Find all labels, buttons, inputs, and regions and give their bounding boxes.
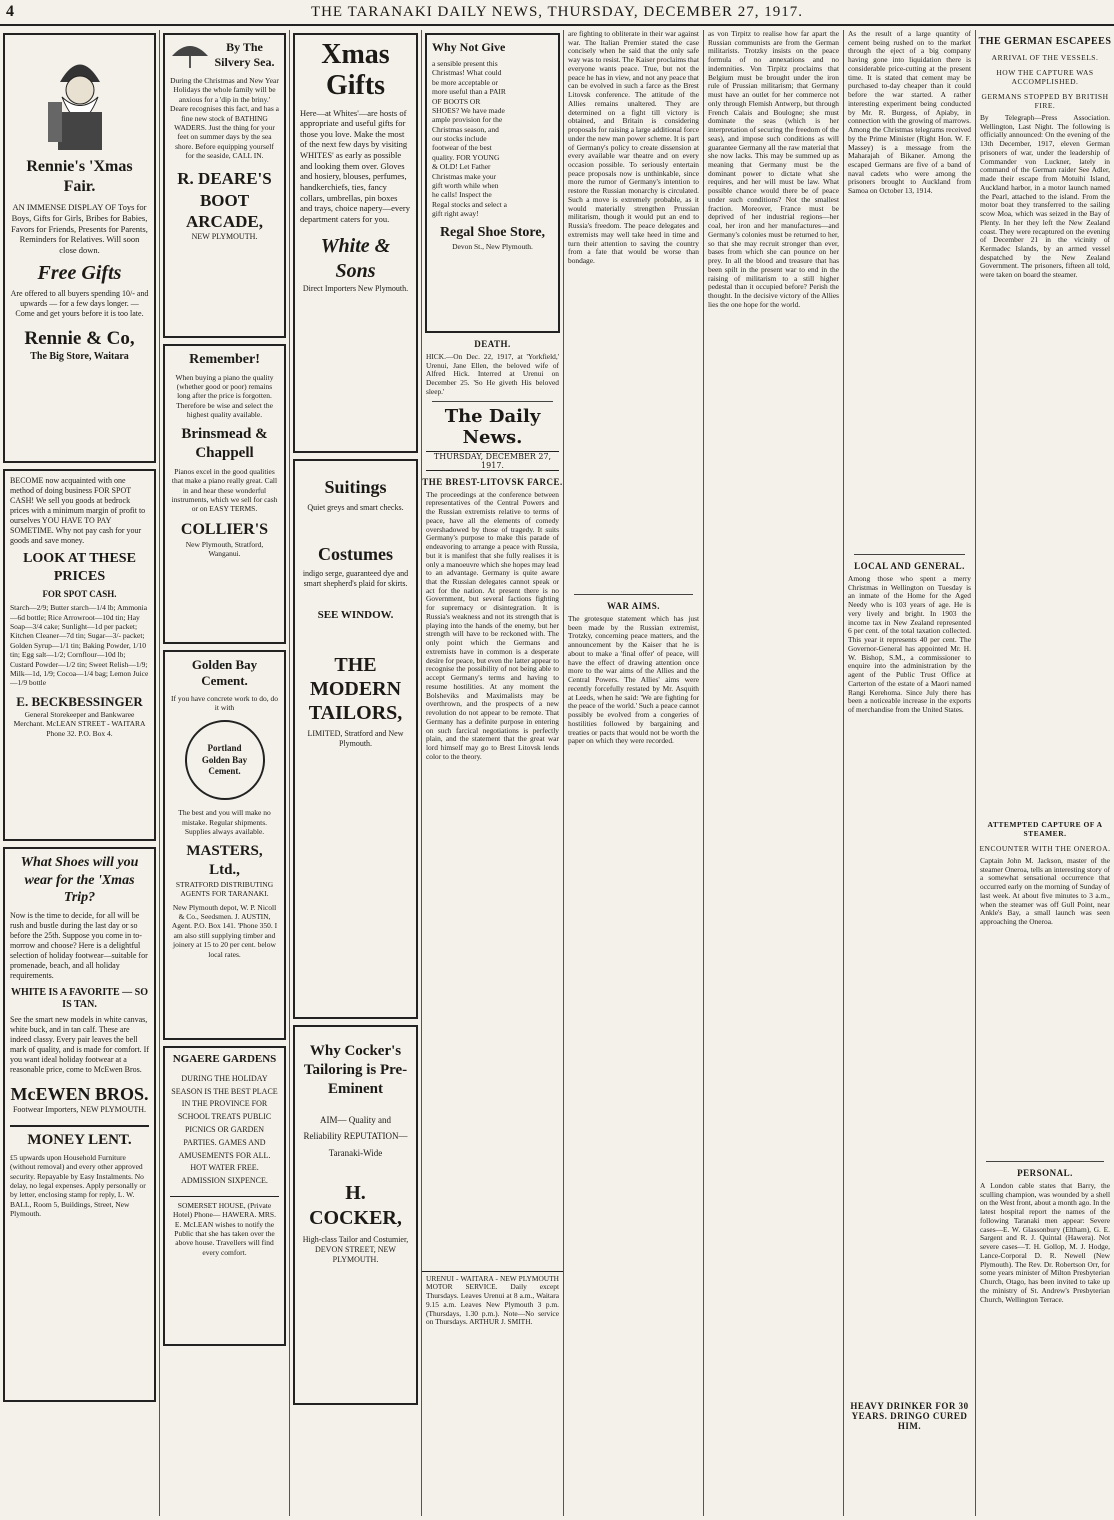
regal-name: Regal Shoe Store, — [439, 225, 546, 241]
column-3 — [290, 30, 422, 1516]
war-aims-body: The grotesque statement which has just been made by the Russian extremist, Trotzky, concerning peace matters, and the announcement by the Kaiser that he is about to make a 'final offer' of peace, will have the effect of drawing attention once more to the war aims of the Allies and the Central Powers. The Allies' aims were recently forcefully restated by Mr. Asquith at Leeds, when he said: 'We are fighting for the peace of the world.' Such a peace cannot possibly be evolved from a congeries of hostilities followed by bargaining and treaties or pacts that would not be worth the paper on which they were recorded. — [568, 615, 699, 746]
money-lent-text: £5 upwards upon Household Furniture (without removal) and every other approved security. Repayable by Easy Instalments. No delay, no legal expenses. Apply personally or by letter, enclosing stamp for reply, L. W. BALL, Room 5, Buildings, Street, New Plymouth. — [10, 1152, 146, 1218]
article-body: The proceedings at the conference between representatives of the Central Powers and the Russian extremists relative to terms of peace, have all the elements of comedy overshadowed by those of tragedy. It suits Germany's purpose to make this parade of endeavoring to arrange a peace with Russia, but it is manifest that she fully realises it is only a manoeuvre which she hopes may lead to an advantage. Germany is quite aware that the Russian delegates cannot speak or act for the nation. At present there is no Government, but several factions fighting for supremacy or disintegration. It is Russia's weakness and not its strength that is playing into the hands of the enemy, but her strength will have to be reckoned with. The only point which the Germans and extremists have in common is a desperate desire for peace, but even the latter appear to recognise the possibility of not being able to accept Germany's terms and having to resume hostilities. At any moment the Bolsheviks and Maximalists may be overthrown, and the prospects of a new revolution do not appear to be remote. That Germany has a definite purpose in entering on such farcical negotiations is perfectly plain, and the statement that the great war lord himself may go to Brest Litovsk lends color to the theory. — [426, 490, 559, 761]
masthead — [0, 0, 1114, 26]
masthead-title: THE TARANAKI DAILY NEWS, THURSDAY, DECEMBER 27, 1917. — [310, 3, 804, 20]
german-escapees-heading: THE GERMAN ESCAPEES — [978, 36, 1112, 47]
deare-sub: NEW PLYMOUTH. — [191, 232, 258, 242]
paper-date: THURSDAY, DECEMBER 27, 1917. — [426, 451, 559, 471]
colliers-ad — [163, 344, 286, 644]
suitings-text: Quiet greys and smart checks. — [307, 502, 404, 512]
regal-sub: Devon St., New Plymouth. — [452, 241, 533, 251]
suitings-heading: Suitings — [324, 477, 387, 497]
xmas-gifts-text: Here—at Whites'—are hosts of appropriate and useful gifts for those you love. Make the most of the next few days by visiting WHITES' as early as possible and looking them over. Gloves and hosiery, blouses, perfumes, handkerchiefs, ties, fancy collars, umbrellas, pin boxes and trays, choice napery—every department caters for you. — [300, 107, 410, 224]
rennie-ad — [3, 33, 156, 463]
remember-text: When buying a piano the quality (whether good or poor) remains long after the price is forgotten. Therefore be wise and select the highest quality available. — [175, 372, 274, 419]
golden-bay-text: If you have concrete work to do, do it with — [170, 693, 279, 712]
divider — [574, 594, 693, 595]
paper-nameplate: The Daily News. — [444, 405, 541, 448]
masters-agent: New Plymouth depot, W. P. Nicoll & Co., Seedsmen. J. AUSTIN, Agent. P.O. Box 141. 'Phone 350. I am also still supplying timber and joinery at 15 to 20 per cent. below local rates. — [171, 902, 278, 959]
ngaere-text: DURING THE HOLIDAY SEASON IS THE BEST PLACE IN THE PROVINCE FOR SCHOOL TREATS PUBLIC PICNICS OR GARDEN PARTIES. GAMES AND AMUSEMENTS FOR ALL. HOT WATER FREE. ADMISSION SIXPENCE. — [171, 1073, 278, 1186]
costumes-heading: Costumes — [318, 543, 393, 564]
cocker-text: AIM— Quality and Reliability REPUTATION— Taranaki-Wide — [303, 1115, 408, 1158]
look-title: LOOK AT THESE PRICES — [23, 551, 136, 584]
death-notice: HICK.—On Dec. 22, 1917, at 'Yorkfield,' Urenui, Jane Ellen, the beloved wife of Alfred Hick. Interred at Urenui on December 25. 'So He giveth His beloved sleep.' — [426, 353, 559, 396]
personal-heading: PERSONAL. — [1017, 1168, 1073, 1178]
regal-text: a sensible present this Christmas! What could be more acceptable or more useful than a PAIR OF BOOTS OR SHOES? We have made ample provision for the Christmas season, and our stocks include footwear of the best quality. FOR YOUNG & OLD! Let Father Christmas make your gift worth while when he calls! Inspect the Regal stocks and select a gift right away! — [432, 59, 507, 218]
cocker-sub: High-class Tailor and Costumier, DEVON STREET, NEW PLYMOUTH. — [302, 1234, 409, 1264]
modern-tailors-sub: LIMITED, Stratford and New Plymouth. — [307, 728, 404, 748]
white-favor-heading: WHITE IS A FAVORITE — SO IS TAN. — [11, 986, 148, 1010]
golden-bay-text2: The best and you will make no mistake. Regular shipments. Supplies always available. — [178, 808, 271, 836]
cocker-ad — [293, 1025, 418, 1405]
column-6-text: as von Tirpitz to realise how far apart the Russian communists are from the German militarists. Trotzky insists on the peace formula of no annexations and no indemnities. Von Tirpitz proclaims that Belgium must be brought under the iron rule of Prussian militarism; that Germany must have an outlet for her commerce not only through Flemish Antwerp, but through French Calais and Boulogne; she must dominate the seas (which is her interpretation of securing the freedom of the seas), and impose such conditions as will guarantee Germany all the raw material that she now lacks. This may be summed up as meaning that Germany must be the dominant power to dictate what she requires, and her will must be law. What possible chance would there be of peace under such conditions? Not the smallest fraction. Moreover, France must be deprived of her industrial regions—her coal, her iron and her manufactures—and Germany's colonies must be returned to her, so that she may recruit stronger than ever, bases from which she can pounce on her prey. In all the blood and treasure that has been spilt in the present war to end in the raising of militarism to a still higher pedestal than it occupied before? Perish the thought. In the decisive victory of the Allies lies the one hope for the world. — [708, 30, 839, 309]
mcewen-ad — [3, 847, 156, 1402]
subhead-arrival: ARRIVAL OF THE VESSELS. — [991, 53, 1099, 62]
modern-tailors-name: THE MODERN TAILORS, — [308, 653, 403, 724]
silvery-text: During the Christmas and New Year Holidays the whole family will be anxious for a 'dip in the briny.' Deare recognises this fact, and has a fine new stock of BATHING WADERS. Just the thing for your feet on summer days by the sea shore. Before equipping yourself for the seaside, CALL IN. — [170, 76, 279, 160]
death-heading: DEATH. — [474, 339, 511, 349]
colliers-name: COLLIER'S — [180, 520, 269, 538]
whites-ad — [293, 33, 418, 453]
santa-claus-icon — [40, 42, 120, 152]
umbrella-icon — [170, 40, 210, 70]
divider — [432, 401, 553, 402]
somerset-text: SOMERSET HOUSE, (Private Hotel) Phone— HAWERA. MRS. E. McLEAN wishes to notify the Public that she has taken over the above house. Travellers will find every comfort. — [170, 1196, 279, 1257]
ngaere-ad — [163, 1046, 286, 1346]
brinsmead-text: Pianos excel in the good qualities that make a piano really great. Call in and hear these wonderful instruments, which we sell for cash or on EASY TERMS. — [171, 466, 278, 514]
divider — [986, 1161, 1104, 1162]
mcewen-sub: Footwear Importers, NEW PLYMOUTH. — [12, 1105, 147, 1114]
local-general-body: Among those who spent a merry Christmas in Wellington on Tuesday is an inmate of the Home for the Aged Needy who is 103 years of age. He is very lively and bright. In 1903 the income tax in New Zealand represented 6 per cent. of the total taxation collected. This year it represents 40 per cent. The Governor-General has appointed Mr. H. W. Bishop, S.M., a commissioner to enquire into the administration by the agent of the Public Trust Office at Carterton of the estate of a Maori named Rangi Kerehoma. Since July there has been a noticeable increase in the exports of merchandise from the United States. — [848, 575, 971, 715]
personal-body: A London cable states that Barry, the sculling champion, was wounded by a shell on the West front, about a month ago. In the latest hospital report the names of the following Taranaki men appear: Severe cases—E. W. Glassonbury (Eltham), G. E. Sargent and R. J. Quintal (Hawera). Not severe cases—T. H. Gollop, M. J. Hodge, Lance-Corporal D. R. Newell (New Plymouth). The Rev. Dr. Robertson Orr, for some years minister of Milton Presbyterian Church, Otago, has been invited to take up the ministry of St. Andrew's Presbyterian Church, Wellington Terrace. — [980, 1182, 1111, 1304]
masters-name: MASTERS, Ltd., — [186, 843, 263, 879]
mcewen-name: McEWEN BROS. — [10, 1083, 149, 1104]
golden-bay-logo: Portland Golden Bay Cement. — [185, 720, 265, 800]
column-4 — [422, 30, 564, 1516]
cocker-name: H. COCKER, — [309, 1181, 402, 1229]
xmas-gifts-heading: Xmas Gifts — [321, 39, 390, 101]
brinsmead-heading: Brinsmead & Chappell — [181, 426, 268, 462]
money-lent-heading: MONEY LENT. — [10, 1125, 149, 1150]
rennie-co-name: Rennie & Co, — [24, 328, 135, 350]
becomes-text: BECOME now acquainted with one method of doing business FOR SPOT CASH! We sell you goods at bedrock prices with a minimum margin of profit to ourselves YOU HAVE TO PAY SOMETIME. Why not pay cash for your goods and save money. — [10, 476, 146, 545]
see-window: SEE WINDOW. — [317, 609, 394, 621]
spot-cash: FOR SPOT CASH. — [42, 589, 117, 599]
white-sons-name: White & Sons — [320, 235, 391, 283]
article-heading: THE BREST-LITOVSK FARCE. — [422, 476, 563, 487]
regal-title: Why Not Give — [432, 40, 506, 54]
encounter-heading: ENCOUNTER WITH THE ONEROA. — [979, 844, 1111, 853]
modern-tailors-ad — [293, 459, 418, 1019]
column-2 — [160, 30, 290, 1516]
deare-name: R. DEARE'S BOOT ARCADE, — [177, 169, 272, 231]
price-list: Starch—2/9; Butter starch—1/4 lb; Ammonia—6d bottle; Rice Arrowroot—10d tin; Hay Soap—3/4 cake; Sunlight—1d per packet; Kitchen Cleaner—7d tin; Sugar—3/- packet; Golden Syrup—1/1 tin; Baking Powder, 1/10 tin; Egg salt—1/2; Cornflour—10d lb; Custard Powder—1/2 tin; Sweet Relish—1/9; Milk—1d, 1/9; Cocoa—1/4 bag; Lemon Juice—1/9 bottle — [10, 603, 149, 688]
heavy-drinker-heading: HEAVY DRINKER FOR 30 YEARS. DRINGO CURED HIM. — [850, 1401, 969, 1431]
colliers-sub: New Plymouth, Stratford, Wanganui. — [185, 539, 264, 559]
attempted-capture-heading: ATTEMPTED CAPTURE OF A STEAMER. — [987, 820, 1103, 838]
column-6 — [704, 30, 844, 1516]
beckbessinger-sub: General Storekeeper and Bankwaree Merchant. McLEAN STREET - WAITARA Phone 32. P.O. Box 4. — [13, 709, 146, 738]
free-gifts-text: Are offered to all buyers spending 10/- and upwards — for a few days longer. — Come and get yours before it is too late. — [10, 289, 149, 319]
shoes-text: Now is the time to decide, for all will be rush and bustle during the last day or so before the 25th. Suppose you come in to-morrow and choose? Here is a delightful selection of holiday footwear—suitable for promenade, beach, and all holiday requirements. — [10, 910, 148, 980]
shoes-title: What Shoes will you wear for the 'Xmas Trip? — [20, 855, 139, 905]
beckbessinger-ad — [3, 469, 156, 841]
motor-service-notice: URENUI - WAITARA - NEW PLYMOUTH MOTOR SERVICE. Daily except Thursdays. Leaves Urenui at 8 a.m., Waitara 9.15 a.m. Leaves New Plymouth 3 p.m. (Thursdays, 1.30 p.m.). Note—No service on Thursdays. ARTHUR J. SMITH. — [422, 1271, 563, 1351]
column-5 — [564, 30, 704, 1516]
rennie-title: Rennie's 'Xmas Fair. — [26, 158, 133, 196]
column-8 — [976, 30, 1114, 1516]
encounter-body: Captain John M. Jackson, master of the steamer Oneroa, tells an interesting story of a somewhat sensational occurrence that occurred early on the morning of Sunday of last week. At about five minutes to 3 a.m., when the steamer was off Gull Point, near Ankle's Bay, a small launch was seen approaching the Oneroa. — [980, 857, 1110, 927]
cocker-title: Why Cocker's Tailoring is Pre-Eminent — [303, 1043, 408, 1097]
ngaere-heading: NGAERE GARDENS — [172, 1053, 277, 1065]
golden-bay-heading: Golden Bay Cement. — [191, 657, 258, 689]
local-general-heading: LOCAL AND GENERAL. — [854, 561, 965, 571]
golden-bay-ad — [163, 650, 286, 1040]
beckbessinger-name: E. BECKBESSINGER — [16, 693, 143, 709]
page-number: 4 — [6, 3, 15, 20]
silvery-title: By The Silvery Sea. — [214, 40, 275, 69]
deare-ad — [163, 33, 286, 338]
divider — [854, 554, 965, 555]
rennie-store: The Big Store, Waitara — [30, 351, 129, 363]
remember-heading: Remember! — [189, 352, 260, 367]
war-aims-heading: WAR AIMS. — [606, 601, 660, 611]
white-favor-text: See the smart new models in white canvas, white buck, and in tan calf. These are indeed classy. Every pair leaves the bell mark of quality, and is made for comfort. If you want ideal holiday footwear at a reasonable price, come to McEwen Bros. — [10, 1014, 149, 1074]
white-sons-sub: Direct Importers New Plymouth. — [302, 284, 409, 294]
subhead-stopped: GERMANS STOPPED BY BRITISH FIRE. — [981, 92, 1109, 110]
costumes-text: indigo serge, guaranteed dye and smart shepherd's plaid for skirts. — [302, 569, 409, 588]
rennie-display: AN IMMENSE DISPLAY OF Toys for Boys, Gifts for Girls, Bribes for Babies, Favors for Friends, Presents for Parents, Reminders for Relatives. Will soon close down. — [11, 202, 148, 255]
escapees-body: By Telegraph—Press Association. Wellington, Last Night. The following is officially announced: On the evening of the 13th December, 1917, eleven German prisoners of war, under the leadership of Commander von Luckner, lately in command of the German raider See Adler, made their escape from Motuihi Island, Auckland harbor, in a motor launch named the Pearl, attached to the island. From the motor boat they transferred to the sailing scow Moa, which was seized in the Bay of Plenty. In her they left the New Zealand coast. They were recaptured on the evening of December 21 in the vicinity of Kermadec Islands, by an armed vessel despatched by the New Zealand Government. The prisoners, fifteen all told, were taken on board the steamer. — [980, 114, 1110, 280]
masters-sub: STRATFORD DISTRIBUTING AGENTS FOR TARANAKI. — [175, 879, 274, 899]
column-7 — [844, 30, 976, 1516]
column-7-text: As the result of a large quantity of cement being rushed on to the market through the eject of a big company having gone into liquidation there is considerable price-cutting at the present time. It is stated that cement may be purchased to-day cheaper than it could before the war started. A rather interesting experiment being conducted by Mr. R. Burgess, of Apiaby, in connection with the growing of marrows. Among the Christmas telegrams received by the Prime Minister (Right Hon. W. F. Massey) is a message from the Maharajah of Bikaner. Among the escaped Germans are five of a band of naval cadets who were among the prisoners brought to Auckland from Samoa on October 13, 1914. — [848, 30, 971, 196]
free-gifts-heading: Free Gifts — [37, 262, 122, 285]
subhead-capture: HOW THE CAPTURE WAS ACCOMPLISHED. — [996, 68, 1094, 86]
regal-ad — [425, 33, 560, 333]
column-1 — [0, 30, 160, 1516]
column-5-text: are fighting to obliterate in their war against war. The Italian Premier stated the case concisely when he said that the only safe way was to resist. The Kaiser proclaims that everyone wants peace. True, but not the peace he has in view, and not any peace that can be evolved in such a farce as the Brest Litovsk conference. The attitude of the Allies remains unaltered. They are determined on a fight till victory is obtained, and Britain is considering proposals for raising a large additional force under the new man power scheme. It is part of Germany's policy to create dissension at every available war theatre and on every occasion possible. To seriously entertain peace proposals now is unthinkable, since more the rumor of Germany's intention to restore the Russian monarchy is circulated. Such a move is extremely probable, as it would materially strengthen Prussian militarism, though it would put an end to Russia's freedom. The peace delegates and extremists may well take heed in time and turn their attention to saving the country from a fate that would be worse than bondage. — [568, 30, 699, 266]
